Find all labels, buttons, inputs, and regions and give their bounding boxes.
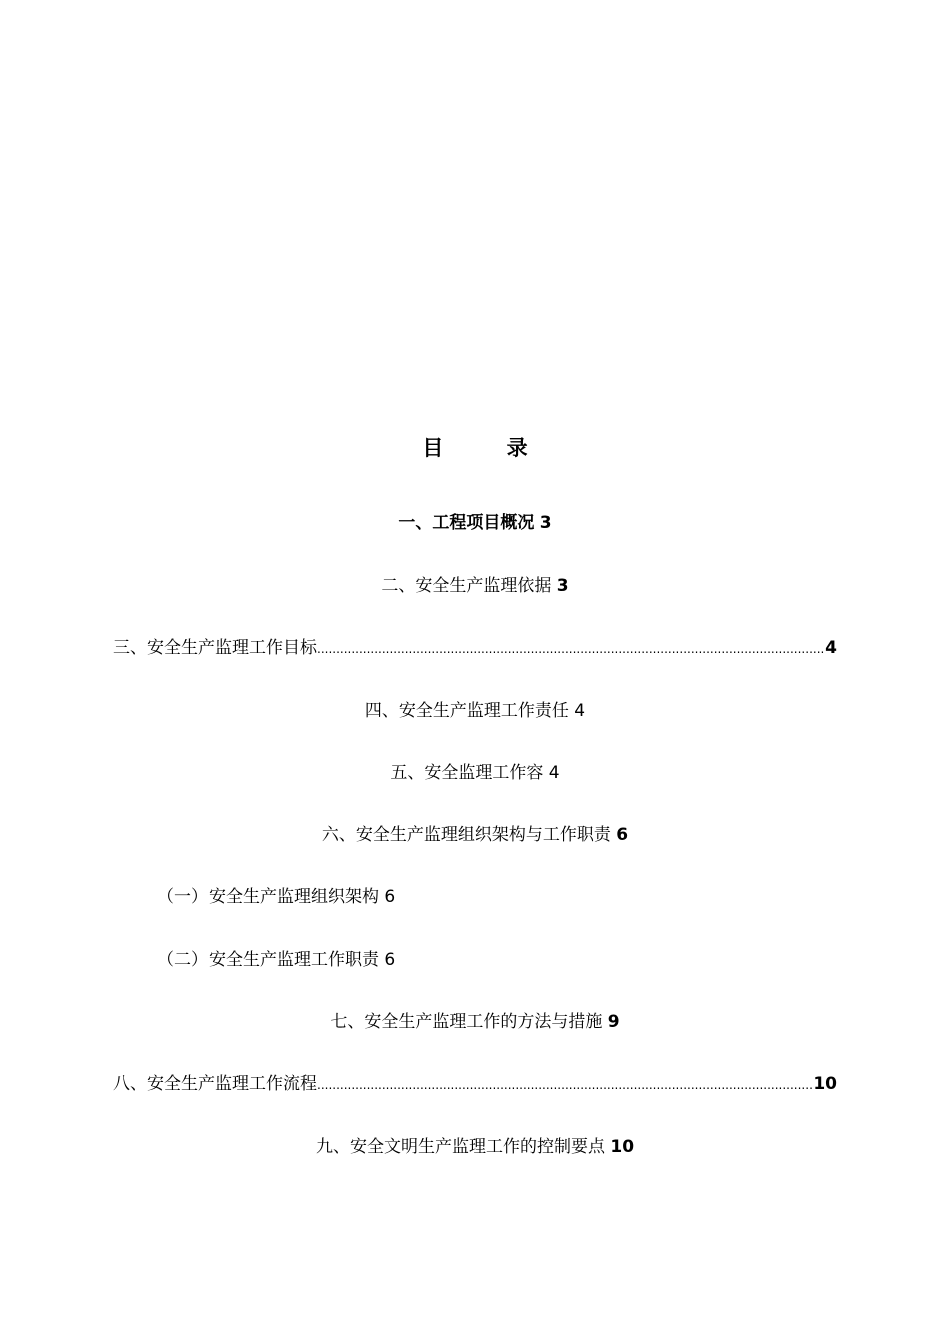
toc-entry-page: 6	[384, 887, 396, 907]
toc-entry-2[interactable]	[0, 575, 950, 597]
toc-entry-8[interactable]	[113, 1073, 837, 1096]
toc-entry-page: 4	[548, 763, 560, 783]
toc-entry-label: 七、安全生产监理工作的方法与措施	[330, 1012, 603, 1032]
toc-title: 目 录	[422, 436, 556, 460]
toc-entry-9[interactable]	[0, 1136, 950, 1158]
toc-entry-page: 10	[610, 1137, 635, 1157]
toc-entry-label: 九、安全文明生产监理工作的控制要点	[315, 1137, 605, 1157]
toc-entry-number: （一）	[157, 887, 208, 907]
toc-entry-page: 9	[607, 1012, 620, 1032]
toc-entry-label: 四、安全生产监理工作责任	[364, 701, 569, 721]
toc-entry-label: 三、安全生产监理工作目标	[113, 638, 317, 658]
toc-entry-label: 一、工程项目概况	[398, 513, 535, 533]
toc-entry-page: 3	[556, 576, 569, 596]
toc-entry-4[interactable]	[0, 700, 950, 722]
toc-subentry-2[interactable]	[157, 949, 395, 971]
toc-entry-label: 六、安全生产监理组织架构与工作职责	[321, 825, 611, 845]
toc-entry-page: 6	[616, 825, 629, 845]
toc-entry-label: 安全生产监理组织架构	[209, 887, 379, 907]
toc-subentry-1[interactable]	[157, 886, 395, 908]
toc-entry-label: 二、安全生产监理依据	[381, 576, 552, 596]
toc-dot-leader	[317, 1074, 813, 1096]
toc-entry-7[interactable]	[0, 1011, 950, 1033]
toc-entry-page: 6	[384, 950, 396, 970]
toc-entry-label: 八、安全生产监理工作流程	[113, 1074, 317, 1094]
toc-entry-1[interactable]	[0, 512, 950, 534]
toc-entry-page: 4	[825, 638, 837, 658]
toc-entry-label: 安全生产监理工作职责	[209, 950, 379, 970]
toc-entry-number: （二）	[157, 950, 208, 970]
toc-entry-label: 五、安全监理工作容	[390, 763, 544, 783]
toc-entry-page: 4	[574, 701, 586, 721]
toc-entry-page: 3	[539, 513, 552, 533]
toc-dot-leader	[317, 638, 825, 660]
toc-entry-5[interactable]	[0, 762, 950, 784]
toc-entry-3[interactable]	[113, 637, 837, 660]
toc-entry-6[interactable]	[0, 824, 950, 846]
toc-entry-page: 10	[813, 1074, 837, 1094]
